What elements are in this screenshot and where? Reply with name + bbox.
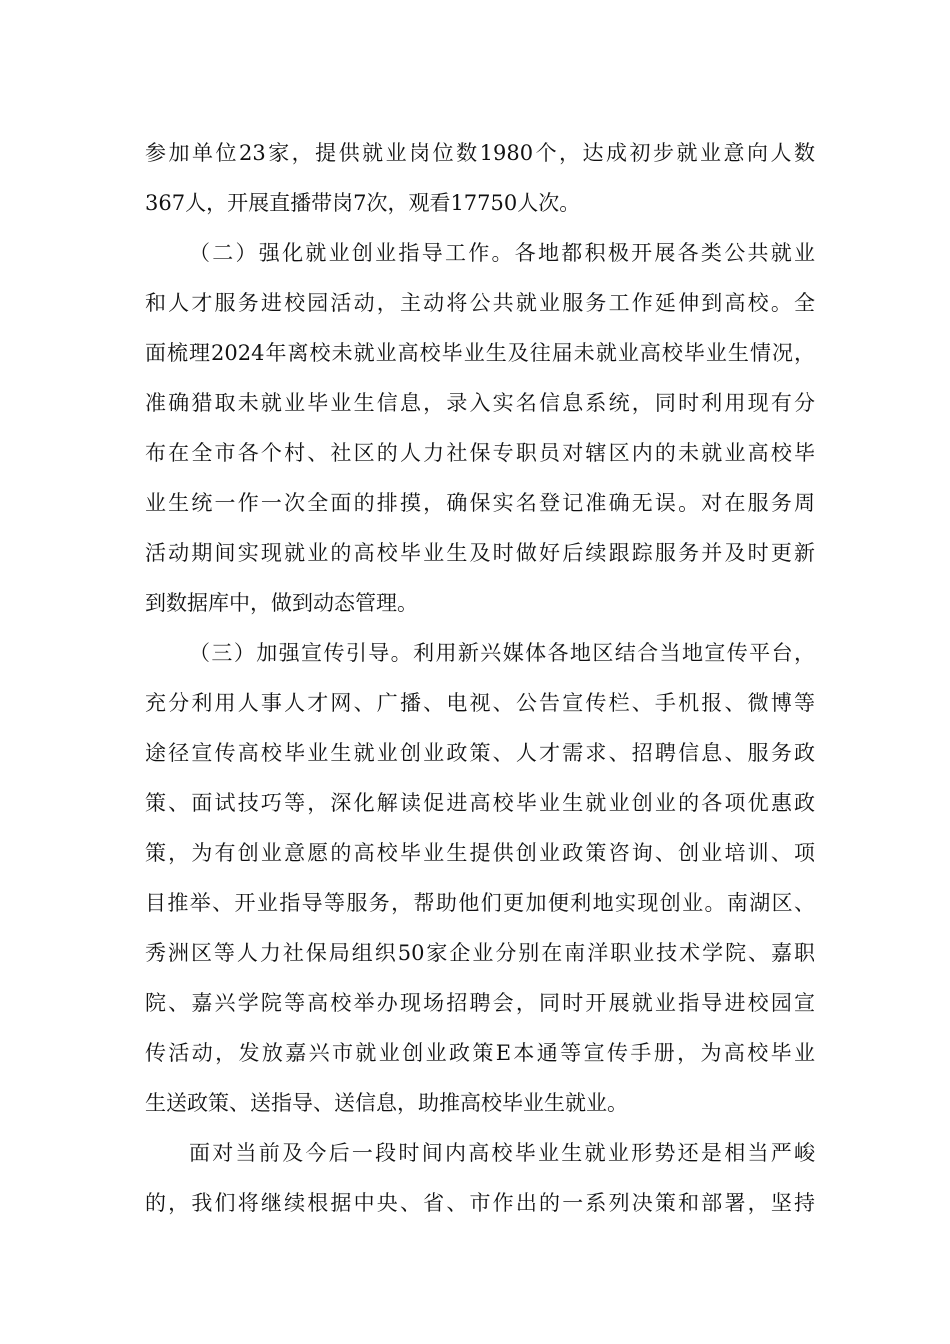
paragraph [145, 228, 815, 628]
text-line: 业生统一作一次全面的排摸，确保实名登记准确无误。对在服务周 [145, 491, 815, 515]
text-line: 参加单位23家，提供就业岗位数1980个，达成初步就业意向人数 [145, 141, 815, 165]
paragraph [145, 1128, 815, 1228]
document-body [145, 128, 815, 1228]
text-line: （二）强化就业创业指导工作。各地都积极开展各类公共就业 [189, 241, 815, 265]
text-line: 充分利用人事人才网、广播、电视、公告宣传栏、手机报、微博等 [145, 691, 815, 715]
text-line: 面对当前及今后一段时间内高校毕业生就业形势还是相当严峻 [189, 1141, 815, 1165]
text-line: 策、面试技巧等，深化解读促进高校毕业生就业创业的各项优惠政 [145, 791, 815, 815]
paragraph [145, 128, 815, 228]
text-line: 秀洲区等人力社保局组织50家企业分别在南洋职业技术学院、嘉职 [145, 941, 815, 965]
text-line: 和人才服务进校园活动，主动将公共就业服务工作延伸到高校。全 [145, 291, 815, 315]
text-line: 生送政策、送指导、送信息，助推高校毕业生就业。 [145, 1091, 628, 1115]
text-line: 面梳理2024年离校未就业高校毕业生及往届未就业高校毕业生情况， [145, 341, 815, 365]
text-line: 的，我们将继续根据中央、省、市作出的一系列决策和部署，坚持 [145, 1191, 815, 1215]
text-line: 传活动，发放嘉兴市就业创业政策E本通等宣传手册，为高校毕业 [145, 1041, 815, 1065]
text-line: 367人，开展直播带岗7次，观看17750人次。 [145, 191, 581, 215]
text-line: 目推举、开业指导等服务，帮助他们更加便利地实现创业。南湖区、 [145, 891, 815, 915]
text-line: 活动期间实现就业的高校毕业生及时做好后续跟踪服务并及时更新 [145, 541, 815, 565]
text-line: 途径宣传高校毕业生就业创业政策、人才需求、招聘信息、服务政 [145, 741, 815, 765]
text-line: 到数据库中，做到动态管理。 [145, 591, 418, 615]
text-line: 布在全市各个村、社区的人力社保专职员对辖区内的未就业高校毕 [145, 441, 815, 465]
text-line: 准确猎取未就业毕业生信息，录入实名信息系统，同时利用现有分 [145, 391, 815, 415]
text-line: 院、嘉兴学院等高校举办现场招聘会，同时开展就业指导进校园宣 [145, 991, 815, 1015]
text-line: 策，为有创业意愿的高校毕业生提供创业政策咨询、创业培训、项 [145, 841, 815, 865]
text-line: （三）加强宣传引导。利用新兴媒体各地区结合当地宣传平台， [189, 641, 815, 665]
paragraph [145, 628, 815, 1128]
